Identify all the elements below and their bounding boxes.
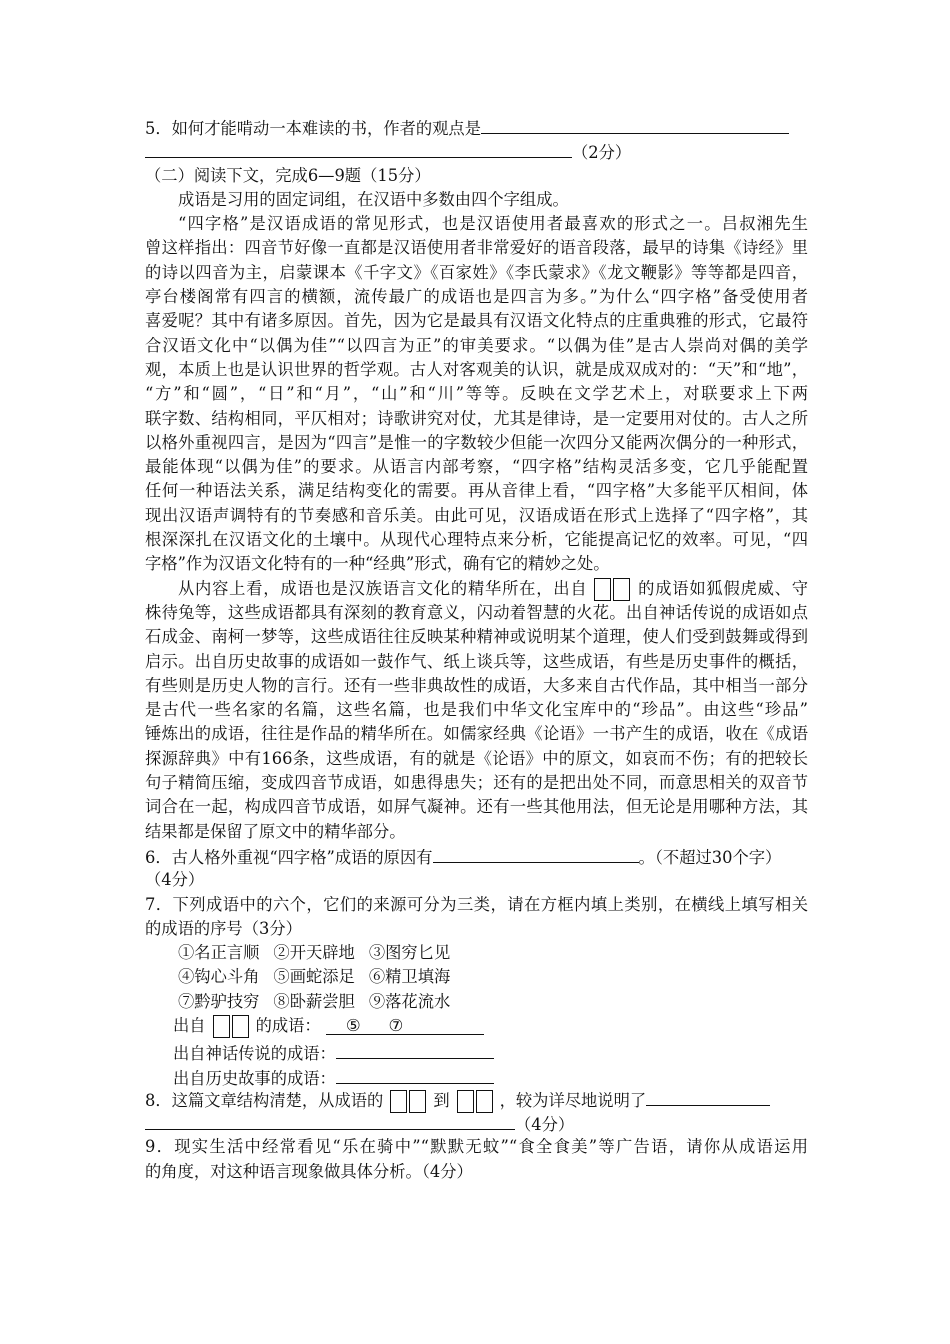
paragraph-line: 石成金、南柯一梦等，这些成语往往反映某种精神或说明某个道理，使人们受到鼓舞或得到 — [145, 627, 808, 647]
answer: ⑤ — [345, 1015, 361, 1035]
paragraph-line: 株待兔等，这些成语都具有深刻的教育意义，闪动着智慧的火花。出自神话传说的成语如点 — [145, 602, 808, 622]
paragraph-line: 是古代一些名家的名篇，这些名篇，也是我们中华文化宝库中的“珍品”。由这些“珍品” — [145, 700, 808, 720]
question-5 — [145, 115, 808, 139]
paragraph-line: 现出汉语声调特有的节奏感和音乐美。由此可见，汉语成语在形式上选择了“四字格”，其 — [145, 505, 808, 525]
question-5-cont — [145, 139, 808, 163]
answer-blank[interactable] — [336, 1038, 494, 1059]
paragraph-line: 亭台楼阁常有四言的横额，流传最广的成语也是四言为多。”为什么“四字格”备受使用者 — [145, 287, 808, 307]
paragraph-line: 曾这样指出：四音节好像一直都是汉语使用者非常爱好的语音段落，最早的诗集《诗经》里 — [145, 238, 808, 258]
idiom-item: ⑤画蛇添足 — [273, 967, 355, 987]
idiom-item: ⑦黔驴技穷 — [178, 991, 260, 1011]
paragraph-line: 字格”作为汉语文化特有的一种“经典”形式，确有它的精妙之处。 — [145, 554, 610, 574]
paragraph-line: 根深深扎在汉语文化的土壤中。从现代心理特点来分析，它能提高记忆的效率。可见，“四 — [145, 530, 808, 550]
score: （4分） — [145, 870, 205, 890]
text: ，较为详尽地说明了 — [499, 1090, 647, 1110]
answer-blank[interactable] — [326, 1014, 484, 1035]
text: 从内容上看，成语也是汉族语言文化的精华所在，出自 — [178, 578, 588, 598]
idiom-item: ⑥精卫填海 — [368, 967, 451, 987]
paragraph-2 — [145, 212, 808, 576]
text: 的成语： — [255, 1015, 321, 1035]
paragraph-line: 句子精简压缩，变成四音节成语，如患得患失；还有的是把出处不同，而意思相关的双音节 — [145, 773, 808, 793]
idiom-item: ⑨落花流水 — [368, 991, 451, 1011]
category-1 — [145, 1014, 808, 1038]
question-6 — [145, 844, 808, 868]
paragraph-line — [145, 577, 808, 601]
paragraph-line: 合汉语文化中“以偶为佳”“以四言为正”的审美要求。“以偶为佳”是古人崇尚对偶的美学 — [145, 335, 808, 355]
category-3 — [145, 1063, 808, 1087]
fill-boxes[interactable] — [389, 1089, 427, 1113]
idiom-item: ⑧卧薪尝胆 — [273, 991, 355, 1011]
paragraph-line: “四字格”是汉语成语的常见形式，也是汉语使用者最喜欢的形式之一。吕叔湘先生 — [178, 214, 808, 234]
idiom-row — [145, 965, 808, 989]
paragraph-line: “方”和“圆”，“日”和“月”，“山”和“川”等等。反映在文学艺术上，对联要求上下两 — [145, 384, 808, 404]
paragraph-line: 以格外重视四言，是因为“四言”是惟一的字数较少但能一次四分又能两次偶分的一种形式， — [145, 432, 808, 452]
category-2 — [145, 1038, 808, 1062]
fill-boxes[interactable] — [212, 1014, 250, 1038]
answer-blank[interactable] — [145, 1111, 515, 1130]
text: 出自 — [173, 1015, 206, 1035]
idiom-item: ①名正言顺 — [178, 943, 260, 963]
question-text: 5．如何才能啃动一本难读的书，作者的观点是 — [145, 119, 481, 138]
question-9-cont: 的角度，对这种语言现象做具体分析。（4分） — [145, 1161, 473, 1181]
text: 到 — [433, 1090, 450, 1110]
idiom-item: ③图穷匕见 — [368, 943, 451, 963]
text: 出自历史故事的成语： — [173, 1068, 336, 1088]
paragraph-line: 的诗以四音为主，启蒙课本《千字文》《百家姓》《李氏蒙求》《龙文鞭影》等等都是四音， — [145, 262, 808, 282]
fill-boxes[interactable] — [456, 1089, 494, 1113]
answer-blank[interactable] — [646, 1087, 770, 1106]
paragraph-3 — [145, 601, 808, 844]
text: 8．这篇文章结构清楚，从成语的 — [145, 1090, 384, 1110]
paragraph-line: 喜爱呢？其中有诸多原因。首先，因为它是最具有汉语文化特点的庄重典雅的形式，它最符 — [145, 311, 808, 331]
paragraph-line: 联字数、结构相同，平仄相对；诗歌讲究对仗，尤其是律诗，是一定要用对仗的。古人之所 — [145, 408, 808, 428]
paragraph-line: 锤炼出的成语，往往是作品的精华所在。如儒家经典《论语》一书产生的成语，收在《成语 — [145, 724, 808, 744]
paragraph-line: 最能体现“以偶为佳”的要求。从语言内部考察，“四字格”结构灵活多变，它几乎能配置 — [145, 457, 808, 477]
question-text: 6．古人格外重视“四字格”成语的原因有 — [145, 847, 433, 867]
question-8-cont — [145, 1111, 808, 1135]
text: 。（不超过30个字） — [638, 847, 782, 867]
question-7-cont: 的成语的序号（3分） — [145, 918, 302, 938]
question-9: 9．现实生活中经常看见“乐在骑中”“默默无蚊”“食全食美”等广告语，请你从成语运用 — [145, 1137, 808, 1157]
section-title: （二）阅读下文，完成6—9题（15分） — [145, 165, 431, 185]
text: 出自神话传说的成语： — [173, 1044, 336, 1064]
idiom-item: ④钩心斗角 — [178, 967, 260, 987]
idiom-item: ②开天辟地 — [273, 943, 355, 963]
question-7: 7．下列成语中的六个，它们的来源可分为三类，请在方框内填上类别，在横线上填写相关 — [145, 894, 808, 914]
score: （2分） — [572, 143, 632, 163]
exam-page — [145, 115, 808, 1184]
question-8 — [145, 1087, 808, 1111]
answer-blank[interactable] — [481, 115, 789, 134]
idiom-list — [145, 941, 808, 1014]
score: （4分） — [515, 1115, 575, 1135]
paragraph-line: 结果都是保留了原文中的精华部分。 — [145, 821, 406, 841]
answer: ⑦ — [388, 1015, 404, 1035]
idiom-row — [145, 941, 808, 965]
fill-boxes[interactable] — [593, 577, 631, 601]
text: 的成语如狐假虎威、守 — [637, 578, 808, 598]
answer-blank[interactable] — [145, 139, 572, 158]
paragraph-line: 探源辞典》中有166条，这些成语，有的就是《论语》中的原文，如哀而不伤；有的把较长 — [145, 748, 808, 768]
paragraph-line: 有些则是历史人物的言行。还有一些非典故性的成语，大多来自古代作品，其中相当一部分 — [145, 675, 808, 695]
paragraph-line: 启示。出自历史故事的成语如一鼓作气、纸上谈兵等，这些成语，有些是历史事件的概括， — [145, 651, 808, 671]
idiom-row — [145, 990, 808, 1014]
answer-blank[interactable] — [433, 844, 639, 863]
answer-blank[interactable] — [336, 1063, 494, 1084]
paragraph-line: 任何一种语法关系，满足结构变化的需要。再从音律上看，“四字格”大多能平仄相间，体 — [145, 481, 808, 501]
paragraph-line: 观，本质上也是认识世界的哲学观。古人对客观美的认识，就是成双成对的：“天”和“地”， — [145, 359, 808, 379]
paragraph-line: 词合在一起，构成四音节成语，如屏气凝神。还有一些其他用法，但无论是用哪种方法，其 — [145, 797, 808, 817]
paragraph-line: 成语是习用的固定词组，在汉语中多数由四个字组成。 — [178, 189, 569, 209]
